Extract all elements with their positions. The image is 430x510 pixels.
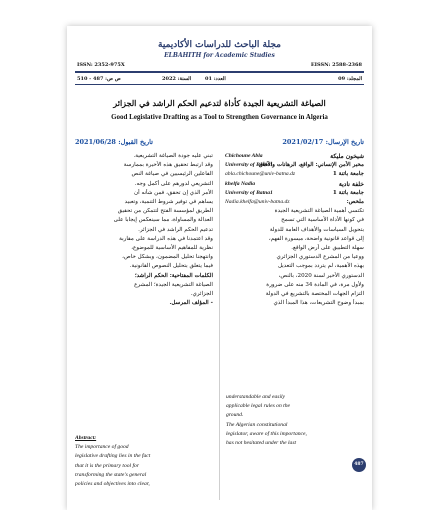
page-number-badge: 487 <box>352 458 366 472</box>
author-2-name-ar: خلفة نادية <box>338 180 364 188</box>
body-ar-line: التشريعي لدورهم على أكمل وجه. <box>134 180 213 187</box>
author-details-en <box>225 152 305 207</box>
author-1-univ-label: جامعة باتنة 1 <box>332 171 364 178</box>
abstract-en-label: Abstract: <box>75 435 97 441</box>
body-ar-line: الطريق لمؤسسة الفتح لتتمكن من تحقيق <box>117 208 213 215</box>
abstract-en-line: transforming the state's general <box>75 471 147 478</box>
issn: ISSN: 2352-975X <box>77 62 125 68</box>
abstract-ar-line: بمبدأ وضوح التشريعات، هذا المبدأ الذي <box>273 300 364 307</box>
body-ar-line: نظرية للمفاهيم الأساسية للموضوع، <box>131 245 213 252</box>
author-1-lab: مخبر الأمن الإنساني: الواقع، الرهانات والآفاق <box>258 162 364 169</box>
left-column <box>75 152 213 308</box>
author-1-name-en: Chichoune Abla <box>225 153 263 159</box>
abstract-en-line: applicable legal rules on the <box>226 403 291 410</box>
abstract-en-line: ground. <box>226 412 244 419</box>
issue: العدد: 01 <box>205 76 226 82</box>
abstract-en-line: legislative drafting lies in the fact <box>75 453 151 460</box>
volume: المجلد: 09 <box>338 76 362 82</box>
pages: ص ص: 487 - 510 <box>77 76 121 82</box>
keywords-line: الكلمات المفتاحية: الحكم الراشد؛ <box>134 272 213 279</box>
abstract-ar-line: في كونها الأداة الأساسية التي تسمح <box>281 217 364 224</box>
keywords-line: الجزائري. <box>190 291 213 298</box>
body-ar-line: تدعيم الحكم الراشد في الجزائر. <box>138 226 213 233</box>
abstract-en-line: The importance of good <box>75 444 129 451</box>
abstract-ar-line: تكتسي أهمية الصياغة التشريعية الجيدة <box>274 208 364 215</box>
author-1-univ: University of Batna1 <box>225 162 273 169</box>
body-ar-line: وقد ارتبط تحقيق هذه الأخيرة بممارسة <box>123 162 213 169</box>
abstract-ar-label: ملخص: <box>346 199 364 206</box>
english-abstract-left <box>75 434 213 489</box>
body-ar-line: وقد اعتمدنا في هذه الدراسة على مقاربة <box>119 235 213 242</box>
corresponding-author-note: - المؤلف المرسل. <box>169 300 213 307</box>
abstract-en-line: understandable and easily <box>226 394 286 400</box>
received-date: تاريخ الإرسال: 2021/02/17 <box>282 138 364 146</box>
abstract-ar-line: بتحويل السياسات والأهداف العامة للدولة <box>269 226 364 233</box>
article-title-en: Good Legislative Drafting as a Tool to Strengthen Governance in Algeria <box>111 113 328 121</box>
body-ar-line: الفاعلين الرئيسيين في صياغة النص <box>131 171 213 178</box>
accepted-date: تاريخ القبول: 2021/06/28 <box>75 138 153 146</box>
abstract-en-line: The Algerian constitutional <box>226 421 288 428</box>
body-ar-line: العدالة والمساواة، مما سينعكس إيجابا على <box>113 217 213 224</box>
abstract-ar-line: التزام الجهات المختصة بالتشريع في الدولة <box>265 291 364 298</box>
body-ar-line: وانتهجنا تحليل المضمون، وبشكل خاص، <box>122 254 213 261</box>
abstract-ar-line: ووعيا من المشرع الدستوري الجزائري <box>276 254 364 261</box>
abstract-ar-line: ولأول مرة، في المادة 34 منه على ضرورة <box>266 281 364 288</box>
abstract-ar-line: إلى قواعد قانونية واضحة، ميسورة الفهم، <box>268 235 364 242</box>
abstract-en-line: has not hesitated under the last <box>226 440 297 447</box>
author-2-name-en: khelfa Nadia <box>225 180 255 187</box>
author-1-email[interactable]: abla.chichoune@univ-batna.dz <box>225 171 296 178</box>
body-ar-line: يساهم في توفير شروط التنمية، وتعبيد <box>124 199 213 206</box>
keywords-line: الصياغة التشريعية الجيدة؛ المشرع <box>134 281 213 288</box>
author-2-univ: University of Batna1 <box>225 189 273 196</box>
body-ar-line: الأمر الذي إن تحقق، فمن شأنه أن <box>134 189 213 196</box>
header-rule <box>75 71 364 73</box>
body-ar-line: تبني عليه جودة الصياغة التشريعية. <box>133 153 213 159</box>
year: السنة: 2022 <box>162 76 192 82</box>
english-abstract-right <box>226 393 364 448</box>
abstract-en-line: that it is the primary tool for <box>75 462 140 469</box>
journal-title-en: ELBAHITH for Academic Studies <box>164 52 275 59</box>
article-title-ar: الصياغة التشريعية الجيدة كأداة لتدعيم الحكم الراشد في الجزائر <box>113 98 326 108</box>
header-rule-2 <box>75 84 364 85</box>
abstract-en-line: legislator, aware of this importance, <box>226 430 307 437</box>
author-1-name-ar: شيخون مليكة <box>330 153 364 160</box>
author-2-univ-label: جامعة باتنة 1 <box>332 189 364 196</box>
eissn: EISSN: 2588-2368 <box>310 62 362 68</box>
abstract-ar-line: سهلة التطبيق على أرض الواقع. <box>291 245 364 252</box>
abstract-ar-line: بهذه الأهمية، لم يتردد بموجب التعديل <box>277 263 364 270</box>
author-2-email[interactable]: Nadia.khelfa@univ-batna.dz <box>225 199 290 206</box>
document-page <box>67 26 372 510</box>
body-ar-line: فيما يتعلق بتحليل النصوص القانونية. <box>129 263 213 270</box>
journal-title-ar: مجلة الباحث للدراسات الأكاديمية <box>158 40 281 50</box>
column-divider <box>219 160 220 500</box>
abstract-en-line: policies and objectives into clear, <box>75 481 150 488</box>
abstract-ar-line: الدستوري الأخير لسنة 2020، بالنص، <box>278 272 364 279</box>
